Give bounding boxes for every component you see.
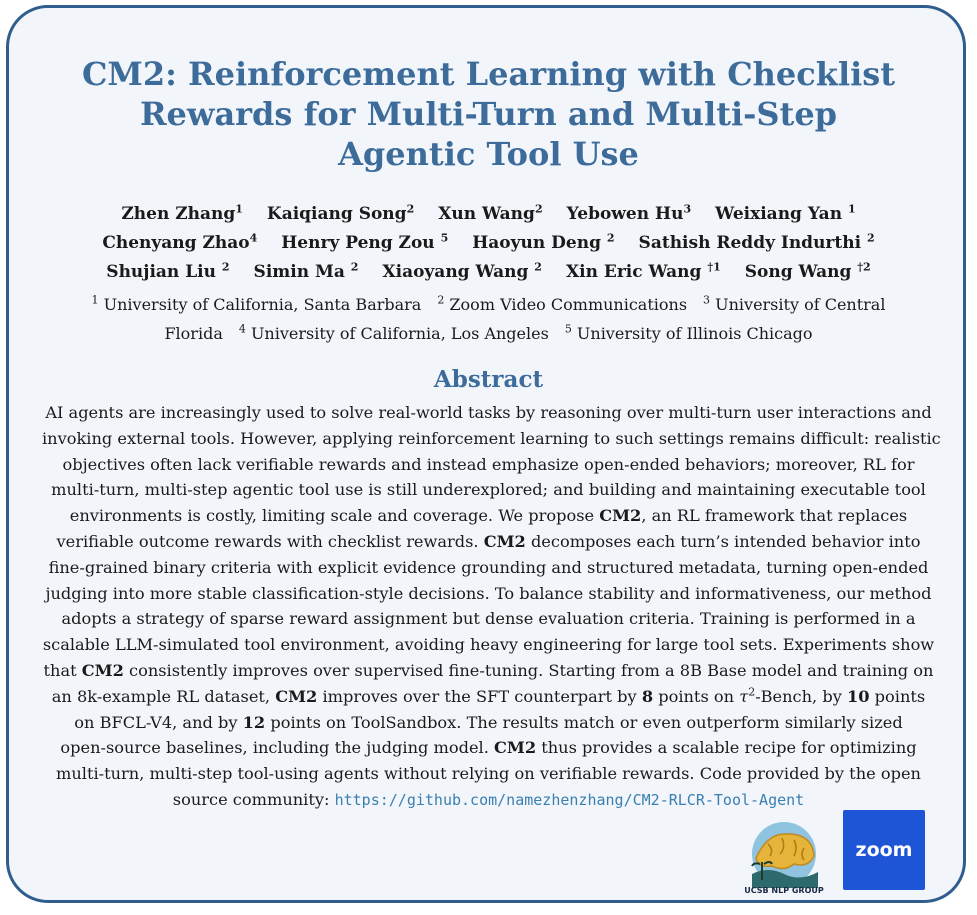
affiliation-name: University of Central	[710, 295, 886, 314]
affiliation-mark: 1	[91, 293, 99, 307]
author-name: Weixiang Yan	[715, 204, 848, 224]
title-line: Rewards for Multi-Turn and Multi-Step	[139, 95, 838, 133]
ucsb-nlp-logo	[738, 818, 830, 898]
affiliation-name: University of California, Santa Barbara	[98, 295, 422, 314]
abstract-line	[42, 787, 935, 814]
author-name: Henry Peng Zou	[281, 233, 441, 253]
abstract-text: improves over the SFT counterpart by	[317, 686, 642, 706]
abstract-line	[42, 761, 935, 787]
abstract-heading: Abstract	[433, 366, 544, 393]
affiliation-mark: 4	[238, 322, 246, 336]
author-name: Xun Wang	[438, 204, 535, 224]
affiliation-mark: 2	[437, 293, 445, 307]
author-affiliation-mark: 1	[235, 202, 243, 216]
abstract-line	[42, 400, 935, 426]
abstract-text: points on ToolSandbox. The results match or even outperform similarly sized	[265, 712, 903, 732]
abstract-line	[42, 555, 935, 581]
affiliation-name: Zoom Video Communications	[444, 295, 688, 314]
abstract-text: points	[869, 686, 926, 706]
abstract-text: τ	[739, 686, 749, 706]
author	[106, 262, 229, 282]
author-name: Shujian Liu	[106, 262, 222, 282]
author-name: Kaiqiang Song	[266, 204, 407, 224]
abstract-text: CM2	[494, 738, 537, 758]
author-affiliation-mark: 4	[249, 231, 258, 245]
title-line: Agentic Tool Use	[338, 135, 639, 173]
author-affiliation-mark: 2	[606, 231, 615, 245]
abstract-text: CM2	[483, 531, 526, 551]
author-name: Xin Eric Wang	[565, 262, 708, 282]
author	[382, 262, 542, 282]
author	[281, 233, 448, 253]
abstract-text: multi-turn, multi-step agentic tool use is still underexplored; and building and maintaining executable tool	[51, 480, 926, 500]
author	[639, 233, 875, 253]
abstract-line	[42, 529, 935, 555]
abstract-line	[42, 710, 935, 736]
abstract-text: CM2	[275, 686, 318, 706]
author-name: Haoyun Deng	[472, 233, 607, 253]
abstract-text: multi-turn, multi-step tool-using agents without relying on verifiable rewards. Code provided by the open	[56, 764, 921, 784]
author	[438, 204, 542, 224]
abstract-text: consistently improves over supervised fine-tuning. Starting from a 8B Base model and training on	[123, 660, 934, 680]
author	[102, 233, 257, 253]
author-name: Sathish Reddy Indurthi	[638, 233, 867, 253]
abstract-text: thus provides a scalable recipe for optimizing	[536, 738, 917, 758]
abstract-line	[42, 658, 935, 684]
abstract-line	[42, 606, 935, 632]
abstract-text: CM2	[81, 660, 124, 680]
affiliation-name: University of Illinois Chicago	[571, 324, 813, 343]
abstract-text: open-source baselines, including the judging model.	[60, 738, 495, 758]
ucsb-logo-label: UCSB NLP GROUP	[744, 886, 824, 895]
author-affiliation-mark: †1	[707, 260, 721, 274]
abstract-text: -Bench, by	[755, 686, 847, 706]
abstract-text: 8	[641, 686, 654, 706]
abstract-line	[42, 735, 935, 761]
abstract-line	[42, 581, 935, 607]
author-affiliation-mark: 1	[847, 202, 856, 216]
code-link[interactable]: https://github.com/namezhenzhang/CM2-RLCR-Tool-Agent	[334, 790, 805, 809]
abstract-text: source community:	[172, 789, 335, 809]
author-affiliation-mark: 2	[406, 202, 415, 216]
author-affiliation-mark: 2	[534, 260, 542, 274]
abstract-text: 2	[748, 685, 756, 699]
affiliation-list	[0, 290, 977, 348]
author-affiliation-mark: 2	[350, 260, 359, 274]
abstract-text: invoking external tools. However, applying reinforcement learning to such settings remains difficult: realistic	[42, 428, 941, 448]
author	[566, 262, 721, 282]
author-affiliation-mark: 2	[866, 231, 875, 245]
zoom-logo-label: zoom	[855, 839, 913, 861]
abstract-text: CM2	[599, 506, 642, 526]
abstract-line	[42, 477, 935, 503]
abstract-line	[42, 426, 941, 452]
affiliation-mark: 3	[703, 293, 711, 307]
abstract-line	[42, 503, 935, 529]
abstract-body	[42, 400, 941, 814]
abstract-text: points on	[653, 686, 740, 706]
author-affiliation-mark: 5	[440, 231, 449, 245]
abstract-text: an 8k-example RL dataset,	[51, 686, 276, 706]
affiliation	[565, 324, 813, 343]
author	[267, 204, 414, 224]
author	[121, 204, 243, 224]
title-line: CM2: Reinforcement Learning with Checklist	[81, 55, 896, 93]
abstract-text: on BFCL-V4, and by	[74, 712, 243, 732]
author-name: Yebowen Hu	[566, 204, 684, 224]
author	[254, 262, 359, 282]
author	[715, 204, 856, 224]
abstract-line	[42, 632, 935, 658]
author-name: Xiaoyang Wang	[382, 262, 535, 282]
author-affiliation-mark: 3	[683, 202, 692, 216]
affiliation	[437, 295, 687, 314]
abstract-text: 12	[242, 712, 266, 732]
affiliation-name: Florida	[164, 324, 223, 343]
affiliation	[239, 324, 549, 343]
abstract-line	[42, 452, 935, 478]
author-name: Song Wang	[744, 262, 858, 282]
abstract-text: decomposes each turn’s intended behavior into	[525, 531, 921, 551]
abstract-text: objectives often lack verifiable rewards and instead emphasize open-ended behaviors; moreover, RL for	[62, 454, 915, 474]
abstract-text: that	[43, 660, 82, 680]
author-name: Chenyang Zhao	[102, 233, 250, 253]
author-name: Zhen Zhang	[121, 204, 236, 224]
abstract-text: scalable LLM-simulated tool environment, avoiding heavy engineering for large tool sets. Experiments show	[42, 635, 935, 655]
author-name: Simin Ma	[253, 262, 351, 282]
author-list	[0, 200, 977, 287]
abstract-text: judging into more stable classification-style decisions. To balance stability and informativeness, our method	[45, 583, 932, 603]
affiliation	[703, 295, 885, 314]
paper-title	[0, 54, 977, 174]
author-affiliation-mark: 2	[221, 260, 230, 274]
zoom-logo	[843, 810, 925, 890]
author	[567, 204, 692, 224]
author	[472, 233, 614, 253]
author	[745, 262, 871, 282]
affiliation	[164, 324, 222, 343]
affiliation-name: University of California, Los Angeles	[245, 324, 549, 343]
abstract-text: verifiable outcome rewards with checklist rewards.	[56, 531, 484, 551]
author-affiliation-mark: †2	[857, 260, 871, 274]
abstract-text: fine-grained binary criteria with explicit evidence grounding and structured metadata, turning open-ended	[48, 557, 929, 577]
ucsb-brain-icon	[738, 818, 830, 888]
abstract-text: 10	[847, 686, 870, 706]
abstract-text: adopts a strategy of sparse reward assignment but dense evaluation criteria. Training is performed in a	[61, 609, 916, 629]
affiliation-mark: 5	[564, 322, 572, 336]
abstract-text: AI agents are increasingly used to solve real-world tasks by reasoning over multi-turn user interactions and	[45, 403, 932, 422]
abstract-text: environments is costly, limiting scale and coverage. We propose	[69, 506, 600, 526]
abstract-line	[42, 684, 935, 710]
affiliation	[92, 295, 422, 314]
author-affiliation-mark: 2	[534, 202, 543, 216]
abstract-text: , an RL framework that replaces	[641, 506, 908, 526]
